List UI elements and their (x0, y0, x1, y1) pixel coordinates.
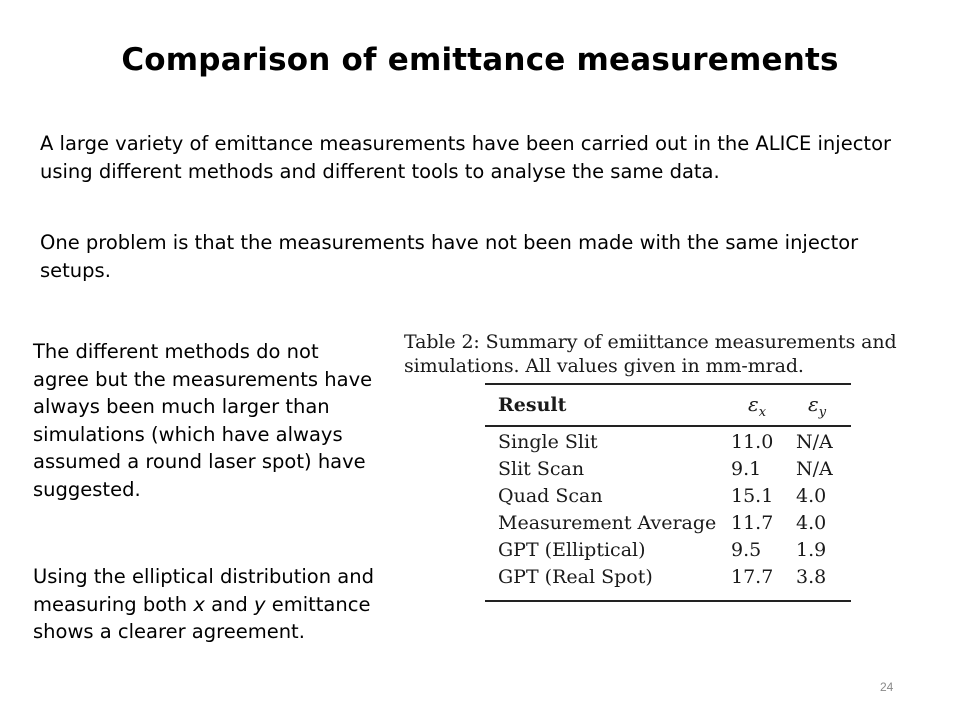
row-emittance-x: 15.1 (731, 485, 774, 507)
table-row (498, 457, 858, 481)
row-emittance-x: 9.5 (731, 539, 762, 561)
row-emittance-y: N/A (796, 431, 833, 453)
row-result-name: GPT (Real Spot) (498, 566, 653, 588)
page-number: 24 (880, 680, 894, 694)
row-emittance-x: 9.1 (731, 458, 762, 480)
emittance-table-figure (400, 328, 945, 613)
y-variable: y (253, 592, 266, 616)
table-row (498, 511, 858, 535)
header-ex-symbol: ε (748, 392, 759, 416)
intro-paragraph-1: A large variety of emittance measurements have been carried out in the ALICE injector using different methods and different tools to analyse the same data. (40, 132, 892, 183)
row-result-name: Quad Scan (498, 485, 603, 507)
table-caption: Table 2: Summary of emiittance measurements and simulations. All values given in mm-mrad. (404, 331, 897, 377)
row-emittance-y: 4.0 (796, 512, 827, 534)
table-row (498, 538, 858, 562)
side-paragraph-2 (33, 563, 378, 646)
row-result-name: Measurement Average (498, 512, 717, 534)
intro-paragraph-2: One problem is that the measurements have not been made with the same injector setups. (40, 231, 859, 282)
side-text-before-x: Using the elliptical distribution and measuring both (33, 565, 374, 616)
x-variable: x (193, 592, 205, 616)
table-header-rule (485, 425, 851, 427)
header-ey-subscript: y (818, 405, 827, 420)
row-result-name: Slit Scan (498, 458, 585, 480)
row-emittance-y: 3.8 (796, 566, 827, 588)
header-result: Result (498, 394, 567, 416)
row-emittance-y: 1.9 (796, 539, 827, 561)
header-ex-subscript: x (758, 405, 767, 420)
row-result-name: Single Slit (498, 431, 598, 453)
row-emittance-x: 11.7 (731, 512, 774, 534)
side-text-after-y: emittance shows a clearer agreement. (33, 592, 371, 643)
header-ey-symbol: ε (808, 392, 819, 416)
table-row (498, 565, 858, 589)
header-emittance-y (808, 392, 826, 420)
side-paragraph-1: The different methods do not agree but the measurements have always been much larger than simulations (which have always assumed a round laser spot) have suggested. (33, 340, 373, 501)
side-text-middle: and (204, 592, 254, 616)
row-emittance-x: 17.7 (731, 566, 774, 588)
table-bottom-rule (485, 600, 851, 602)
row-emittance-y: 4.0 (796, 485, 827, 507)
table-row (498, 430, 858, 454)
table-top-rule (485, 383, 851, 385)
slide-title: Comparison of emittance measurements (121, 42, 839, 78)
row-result-name: GPT (Elliptical) (498, 539, 646, 561)
header-emittance-x (748, 392, 766, 420)
row-emittance-y: N/A (796, 458, 833, 480)
row-emittance-x: 11.0 (731, 431, 774, 453)
table-row (498, 484, 858, 508)
